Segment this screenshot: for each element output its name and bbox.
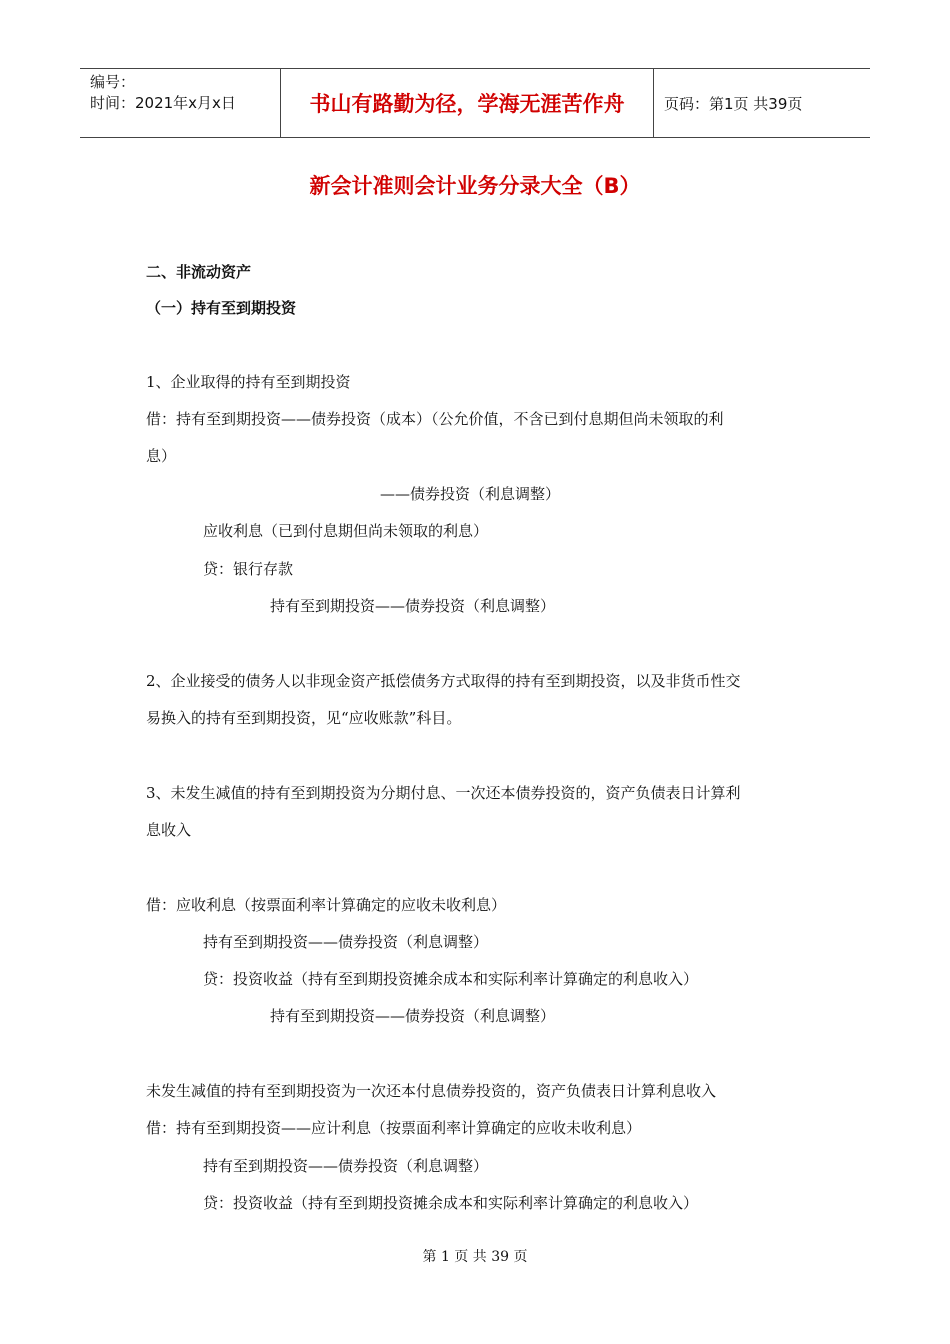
header-page-code: 页码：第1页 共39页 — [664, 94, 803, 113]
paragraph-line: 2、企业接受的债务人以非现金资产抵偿债务方式取得的持有至到期投资，以及非货币性交 — [146, 672, 741, 690]
doc-number-label: 编号： — [90, 73, 136, 91]
paragraph-line: 持有至到期投资——债券投资（利息调整） — [270, 1007, 556, 1025]
paragraph-line: 未发生减值的持有至到期投资为一次还本付息债券投资的，资产负债表日计算利息收入 — [146, 1082, 717, 1100]
header-meta — [80, 69, 281, 137]
paragraph-line: 贷：投资收益（持有至到期投资摊余成本和实际利率计算确定的利息收入） — [203, 970, 699, 988]
paragraph-line: 贷：投资收益（持有至到期投资摊余成本和实际利率计算确定的利息收入） — [203, 1194, 699, 1212]
paragraph-line: 持有至到期投资——债券投资（利息调整） — [203, 1157, 489, 1175]
paragraph-line: 应收利息（已到付息期但尚未领取的利息） — [203, 522, 489, 540]
page-header — [80, 68, 870, 138]
subsection-heading: （一）持有至到期投资 — [146, 299, 297, 317]
paragraph-line: 持有至到期投资——债券投资（利息调整） — [270, 597, 556, 615]
paragraph-line: 息收入 — [146, 821, 192, 839]
paragraph-line: 持有至到期投资——债券投资（利息调整） — [203, 933, 489, 951]
section-heading: 二、非流动资产 — [146, 263, 252, 281]
document-title: 新会计准则会计业务分录大全（B） — [309, 174, 641, 198]
paragraph-line: ——债券投资（利息调整） — [380, 485, 561, 503]
paragraph-line: 借：应收利息（按票面利率计算确定的应收未收利息） — [146, 896, 507, 914]
doc-time: 时间：2021年x月x日 — [90, 94, 236, 112]
header-motto: 书山有路勤为径，学海无涯苦作舟 — [281, 69, 654, 137]
paragraph-line: 借：持有至到期投资——应计利息（按票面利率计算确定的应收未收利息） — [146, 1119, 642, 1137]
paragraph-line: 易换入的持有至到期投资，见“应收账款”科目。 — [146, 709, 462, 727]
paragraph-line: 息） — [146, 447, 177, 465]
paragraph-line: 贷：银行存款 — [203, 560, 294, 578]
paragraph-line: 1、企业取得的持有至到期投资 — [146, 373, 351, 391]
paragraph-line: 借：持有至到期投资——债券投资（成本）（公允价值，不含已到付息期但尚未领取的利 — [146, 410, 724, 428]
page-footer: 第 1 页 共 39 页 — [422, 1249, 528, 1265]
paragraph-line: 3、未发生减值的持有至到期投资为分期付息、一次还本债券投资的，资产负债表日计算利 — [146, 784, 741, 802]
